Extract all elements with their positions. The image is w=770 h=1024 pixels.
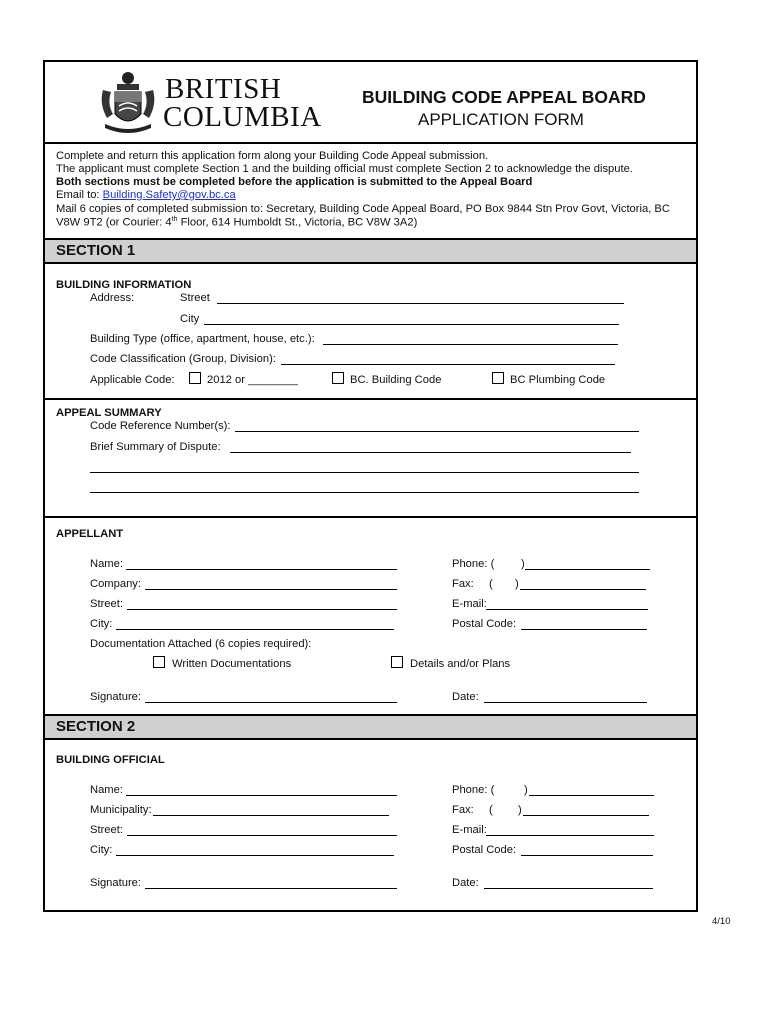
official-date-label: Date:: [452, 877, 479, 889]
summary-line-3[interactable]: [90, 492, 639, 493]
bc-building-code-label: BC. Building Code: [350, 374, 442, 386]
appellant-fax-label: Fax:: [452, 578, 474, 590]
official-fax-paren: (: [489, 804, 493, 816]
details-plans-checkbox[interactable]: [391, 656, 403, 668]
official-postal-input[interactable]: [521, 855, 653, 856]
street-input[interactable]: [217, 303, 624, 304]
appellant-phone-label: Phone: (: [452, 558, 495, 570]
bc-plumbing-code-label: BC Plumbing Code: [510, 374, 606, 386]
code-2012-checkbox[interactable]: [189, 372, 201, 384]
building-type-label: Building Type (office, apartment, house, etc.):: [90, 333, 315, 345]
mail-line-2a: V8W 9T2 (or Courier: 4: [56, 216, 172, 229]
appellant-company-label: Company:: [90, 578, 141, 590]
appellant-street-input[interactable]: [127, 609, 397, 610]
intro-line-2: The applicant must complete Section 1 and the building official must complete Section 2 to acknowledge the dispute.: [56, 163, 633, 175]
documentation-label: Documentation Attached (6 copies required):: [90, 638, 312, 650]
written-docs-label: Written Documentations: [172, 658, 292, 670]
official-signature-label: Signature:: [90, 877, 141, 889]
official-fax-label: Fax:: [452, 804, 474, 816]
written-docs-checkbox[interactable]: [153, 656, 165, 668]
appellant-heading: APPELLANT: [56, 528, 124, 540]
official-municipality-input[interactable]: [153, 815, 389, 816]
section-1-bar: [45, 238, 696, 264]
intro-line-3: Both sections must be completed before the application is submitted to the Appeal Board: [56, 176, 533, 188]
appellant-phone-close: ): [521, 558, 525, 570]
appellant-fax-close: ): [515, 578, 519, 590]
appellant-city-label: City:: [90, 618, 113, 630]
brief-summary-label: Brief Summary of Dispute:: [90, 441, 221, 453]
bc-building-code-checkbox[interactable]: [332, 372, 344, 384]
appellant-signature-input[interactable]: [145, 702, 397, 703]
appellant-signature-label: Signature:: [90, 691, 141, 703]
details-plans-label: Details and/or Plans: [410, 658, 511, 670]
bc-crest-icon: [97, 70, 159, 138]
appellant-email-label: E-mail:: [452, 598, 487, 610]
appellant-company-input[interactable]: [145, 589, 397, 590]
code-class-label: Code Classification (Group, Division):: [90, 353, 276, 365]
appellant-email-input[interactable]: [486, 609, 648, 610]
official-signature-input[interactable]: [145, 888, 397, 889]
email-label: Email to:: [56, 189, 103, 201]
mail-line-2-sup: th: [171, 216, 178, 223]
section-2-title: SECTION 2: [56, 718, 136, 735]
appellant-street-label: Street:: [90, 598, 123, 610]
summary-line-2[interactable]: [90, 472, 639, 473]
official-fax-close: ): [518, 804, 522, 816]
brief-summary-input[interactable]: [230, 452, 631, 453]
appellant-divider: [45, 516, 696, 518]
code-class-input[interactable]: [281, 364, 615, 365]
form-subtitle: APPLICATION FORM: [418, 110, 584, 129]
official-date-input[interactable]: [484, 888, 653, 889]
building-type-input[interactable]: [323, 344, 618, 345]
appellant-fax-input[interactable]: [520, 589, 646, 590]
address-label: Address:: [90, 292, 135, 304]
mail-line: Mail 6 copies of completed submission to: Secretary, Building Code Appeal Board, PO Box 9844 Stn Prov Govt, Victoria, BC: [56, 203, 670, 215]
appeal-divider: [45, 398, 696, 400]
bc-plumbing-code-checkbox[interactable]: [492, 372, 504, 384]
official-city-label: City:: [90, 844, 113, 856]
appellant-fax-paren: (: [489, 578, 493, 590]
appellant-city-input[interactable]: [116, 629, 394, 630]
official-heading: BUILDING OFFICIAL: [56, 754, 165, 766]
city-label: City: [180, 313, 200, 325]
official-email-input[interactable]: [486, 835, 654, 836]
mail-line-2b: Floor, 614 Humboldt St., Victoria, BC V8W 3A2): [177, 216, 418, 229]
official-postal-label: Postal Code:: [452, 844, 517, 856]
building-info-heading: BUILDING INFORMATION: [56, 279, 192, 291]
official-fax-input[interactable]: [523, 815, 649, 816]
official-phone-label: Phone: (: [452, 784, 495, 796]
header-divider: [45, 142, 696, 144]
appellant-postal-input[interactable]: [521, 629, 647, 630]
logo-text-british: BRITISH: [165, 73, 282, 105]
appellant-phone-input[interactable]: [525, 569, 650, 570]
applicable-code-label: Applicable Code:: [90, 374, 175, 386]
appellant-date-label: Date:: [452, 691, 479, 703]
mail-line-2: [56, 216, 417, 229]
official-name-input[interactable]: [126, 795, 397, 796]
official-street-label: Street:: [90, 824, 123, 836]
official-phone-input[interactable]: [529, 795, 654, 796]
section-2-bar: [45, 714, 696, 740]
city-input[interactable]: [204, 324, 619, 325]
official-city-input[interactable]: [116, 855, 394, 856]
official-phone-close: ): [524, 784, 528, 796]
logo-text-columbia: COLUMBIA: [163, 101, 322, 133]
form-frame: [43, 60, 698, 912]
appellant-name-label: Name:: [90, 558, 123, 570]
code-ref-label: Code Reference Number(s):: [90, 420, 231, 432]
section-1-title: SECTION 1: [56, 242, 136, 259]
appeal-summary-heading: APPEAL SUMMARY: [56, 407, 162, 419]
appellant-date-input[interactable]: [484, 702, 647, 703]
code-ref-input[interactable]: [235, 431, 639, 432]
page-number: 4/10: [712, 916, 731, 927]
official-email-label: E-mail:: [452, 824, 487, 836]
official-street-input[interactable]: [127, 835, 397, 836]
official-name-label: Name:: [90, 784, 123, 796]
email-row: [56, 189, 236, 201]
form-title: BUILDING CODE APPEAL BOARD: [362, 87, 646, 107]
email-link[interactable]: Building.Safety@gov.bc.ca: [102, 189, 236, 201]
street-label: Street: [180, 292, 210, 304]
appellant-postal-label: Postal Code:: [452, 618, 517, 630]
code-2012-label: 2012 or ________: [207, 374, 298, 386]
official-municipality-label: Municipality:: [90, 804, 152, 816]
appellant-name-input[interactable]: [126, 569, 397, 570]
intro-line-1: Complete and return this application form along your Building Code Appeal submission.: [56, 150, 489, 162]
